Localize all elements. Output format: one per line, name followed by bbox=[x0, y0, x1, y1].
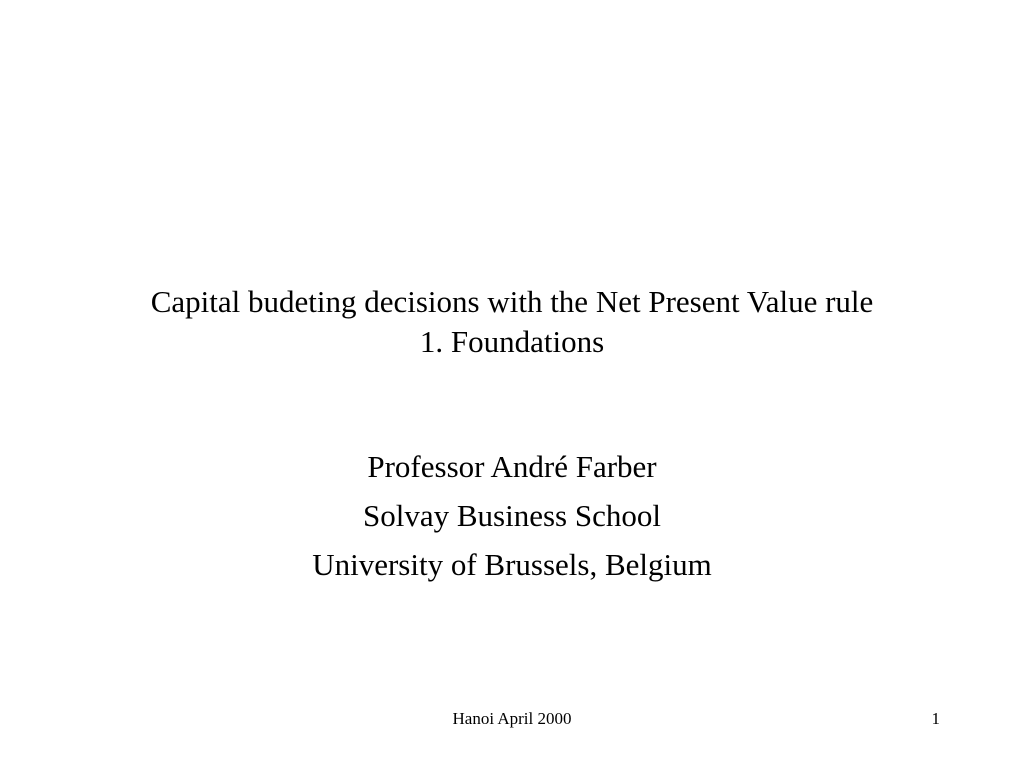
slide-title-line-1: Capital budeting decisions with the Net Present Value rule bbox=[150, 284, 874, 319]
author-name: Professor André Farber bbox=[367, 449, 657, 484]
school-name: Solvay Business School bbox=[363, 498, 661, 533]
slide-title-line-2: 1. Foundations bbox=[419, 324, 605, 359]
page-number: 1 bbox=[931, 709, 940, 728]
slide-subtitle bbox=[0, 442, 1024, 589]
slide-title bbox=[0, 282, 1024, 362]
university-name: University of Brussels, Belgium bbox=[312, 547, 712, 582]
footer-text: Hanoi April 2000 bbox=[452, 709, 572, 728]
